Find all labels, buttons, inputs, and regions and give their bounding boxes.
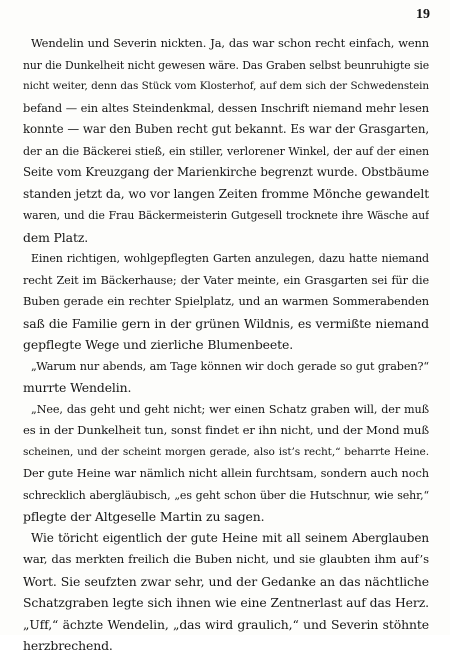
text-line: saß die Familie gern in der grünen Wildnis, es vermißte niemand xyxy=(23,315,429,331)
text-line: murrte Wendelin. xyxy=(23,380,132,395)
body-text xyxy=(23,33,429,657)
text-line: „Uff,“ ächzte Wendelin, „das wird graulich,“ und Severin stöhnte xyxy=(23,616,429,632)
text-line: der an die Bäckerei stieß, ein stiller, verlorener Winkel, der auf der einen xyxy=(23,144,429,158)
text-line: nur die Dunkelheit nicht gewesen wäre. Das Graben selbst beunruhigte sie xyxy=(23,58,429,72)
text-line: Der gute Heine war nämlich nicht allein furchtsam, sondern auch noch xyxy=(23,466,429,480)
text-line: „Nee, das geht und geht nicht; wer einen Schatz graben will, der muß xyxy=(31,402,429,416)
text-line: es in der Dunkelheit tun, sonst findet er ihn nicht, und der Mond muß xyxy=(23,423,429,437)
text-line: Wendelin und Severin nickten. Ja, das war schon recht einfach, wenn xyxy=(31,36,429,50)
text-line: Wie töricht eigentlich der gute Heine mit all seinem Aberglauben xyxy=(31,530,429,545)
text-line: Wort. Sie seufzten zwar sehr, und der Gedanke an das nächtliche xyxy=(23,573,429,589)
text-line: herzbrechend. xyxy=(23,638,113,653)
text-line: nicht weiter, denn das Stück vom Klosterhof, auf dem sich der Schwedenstein xyxy=(23,80,429,92)
text-line: Schatzgraben legte sich ihnen wie eine Zentnerlast auf das Herz. xyxy=(23,595,429,610)
text-line: schrecklich abergläubisch, „es geht schon über die Hutschnur, wie sehr,“ xyxy=(23,488,429,502)
text-line: konnte — war den Buben recht gut bekannt. Es war der Grasgarten, xyxy=(23,122,429,136)
text-line: Buben gerade ein rechter Spielplatz, und an warmen Sommerabenden xyxy=(23,294,429,308)
text-line: standen jetzt da, wo vor langen Zeiten fromme Mönche gewandelt xyxy=(23,186,429,201)
text-line: pflegte der Altgeselle Martin zu sagen. xyxy=(23,509,265,524)
text-line: recht Zeit im Bäckerhause; der Vater meinte, ein Grasgarten sei für die xyxy=(23,273,429,287)
text-line: Seite vom Kreuzgang der Marienkirche begrenzt wurde. Obstbäume xyxy=(23,165,429,179)
text-line: waren, und die Frau Bäckermeisterin Gutgesell trocknete ihre Wäsche auf xyxy=(23,209,429,222)
page-number: 19 xyxy=(416,7,430,22)
text-line: „Warum nur abends, am Tage können wir doch gerade so gut graben?“ xyxy=(31,359,429,373)
text-line: war, das merkten freilich die Buben nicht, und sie glaubten ihm auf’s xyxy=(23,552,429,566)
text-line: scheinen, und der scheint morgen gerade, also ist’s recht,“ beharrte Heine. xyxy=(23,445,429,458)
text-line: gepflegte Wege und zierliche Blumenbeete. xyxy=(23,337,294,352)
text-line: befand — ein altes Steindenkmal, dessen Inschrift niemand mehr lesen xyxy=(23,100,429,115)
text-line: Einen richtigen, wohlgepflegten Garten anzulegen, dazu hatte niemand xyxy=(31,252,429,265)
text-line: dem Platz. xyxy=(23,229,89,245)
